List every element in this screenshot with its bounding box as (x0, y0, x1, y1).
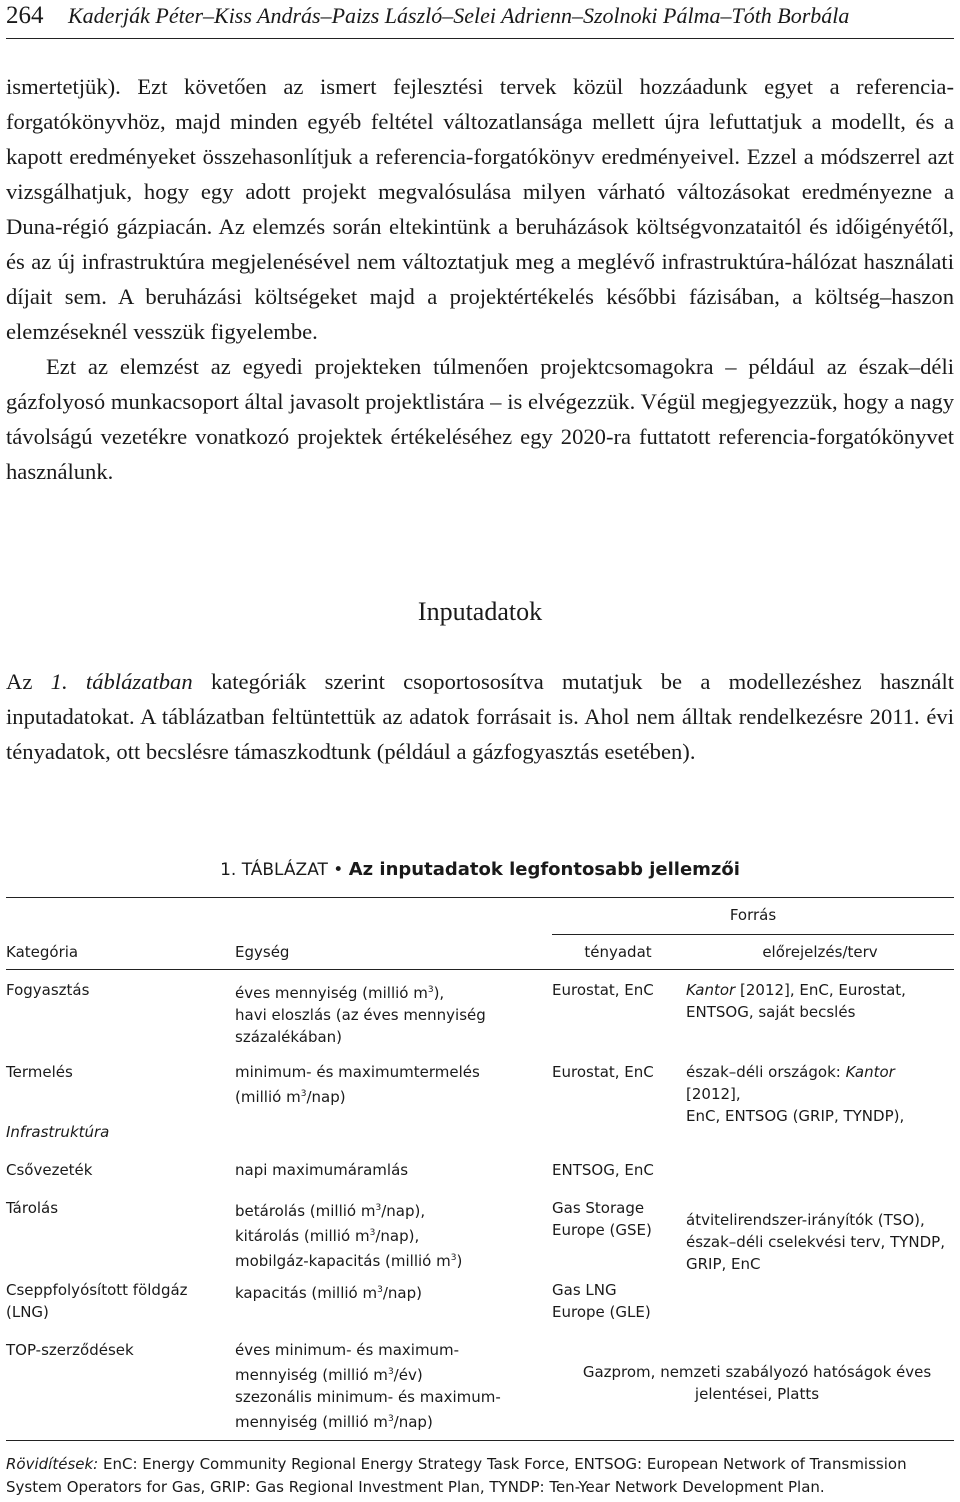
row-fogyasztas-terv: Kantor [2012], EnC, Eurostat, ENTSOG, saját becslés (686, 981, 906, 1021)
row-lng-kategoria: Cseppfolyósított földgáz (LNG) (6, 1281, 188, 1321)
row-fogyasztas-egyseg: éves mennyiség (millió $m^3$), havi eloszlás (az éves mennyiség százalékában) (235, 984, 486, 1046)
table-bottom-rule (6, 1440, 954, 1441)
row-lng-tenyadat: Gas LNG Europe (GLE) (552, 1281, 651, 1321)
row-tarolas-terv: átvitelirendszer-irányítók (TSO), észak–déli cselekvési terv, TYNDP, GRIP, EnC (686, 1211, 945, 1273)
row-tarolas-egyseg: betárolás (millió $m^3/nap$), kitárolás (millió $m^3/nap$), mobilgáz-kapacitás (millió $m^3$) (235, 1202, 463, 1270)
table-header-rule (6, 969, 954, 970)
paragraph-1: ismertetjük). Ezt követően az ismert fejlesztési tervek közül hozzáadunk egyet a referencia-forgatókönyvhöz, majd minden egyéb feltétel változatlansága mellett újra lefuttatjuk a modellt, és a kapott eredményeket összehasonlítjuk a referencia-forgatókönyv eredményeivel. Ezzel a módszerrel azt vizsgálhatjuk, hogy egy adott projekt megvalósulása milyen várható változásokat eredményezne a Duna-régió gázpiacán. Az elemzés során eltekintünk a beruházások költségvonzataitól és időigényétől, és az új infrastruktúra megjelenésével nem változtatjuk meg a meglévő infrastruktúra-hálózat használati díjait sem. A beruházási költségeket majd a projektértékelés későbbi fázisában, a költség–haszon elemzéseknél vesszük figyelembe. (6, 74, 954, 344)
table-caption: Az inputadatok legfontosabb jellemzői (348, 859, 740, 880)
row-fogyasztas-tenyadat: Eurostat, EnC (552, 981, 654, 999)
row-fogyasztas-kategoria: Fogyasztás (6, 981, 90, 999)
row-top-forras: Gazprom, nemzeti szabályozó hatóságok éves jelentései, Platts (582, 1363, 932, 1403)
footnote-label: Rövidítések: (6, 1455, 99, 1473)
table-title (0, 855, 960, 885)
body-text (6, 69, 954, 489)
row-top-kategoria: TOP-szerződések (6, 1341, 134, 1359)
row-csovezetek-kategoria: Csővezeték (6, 1161, 93, 1179)
header-forras: Forrás (729, 906, 777, 924)
row-top-egyseg: éves minimum- és maximum- mennyiség (millió $m^3/év$) szezonális minimum- és maximum- mennyiség (millió $m^3/nap$) (235, 1341, 501, 1431)
page-number: 264 (6, 2, 44, 29)
intro-prefix: Az (6, 669, 51, 694)
row-termeles-terv: észak–déli országok: Kantor [2012], EnC, ENTSOG (GRIP, TYNDP), (686, 1063, 905, 1125)
row-tarolas-kategoria: Tárolás (6, 1199, 59, 1217)
header-egyseg: Egység (235, 943, 290, 961)
row-csovezetek-tenyadat: ENTSOG, EnC (552, 1161, 654, 1179)
header-tenyadat: tényadat (584, 943, 652, 961)
section-title: Inputadatok (417, 597, 543, 626)
intro-text: kategóriák szerint csoportososítva mutatjuk be a modellezéshez használt inputadatokat. A táblázatban feltüntettük az adatok forrásait is. Ahol nem álltak rendelkezésre 2011. évi tényadatok, ott becslésre támaszkodtunk (például a gázfogyasztás esetében). (6, 669, 954, 764)
header-kategoria: Kategória (6, 943, 79, 961)
table-number: 1. TÁBLÁZAT • (220, 860, 349, 880)
paragraph-2: Ezt az elemzést az egyedi projekteken túlmenően projektcsomagokra – például az észak–déli gázfolyosó munkacsoport által javasolt projektlistára – is elvégezzük. Végül megjegyezzük, hogy a nagy távolságú vezetékre vonatkozó projektek értékeléséhez egy 2020-ra futtatott referencia-forgatókönyvet használunk. (6, 354, 954, 484)
row-termeles-tenyadat: Eurostat, EnC (552, 1063, 654, 1081)
forras-group-rule (552, 934, 954, 935)
table-reference-link: 1. táblázatban (50, 669, 193, 694)
row-termeles-kategoria: Termelés (6, 1063, 73, 1081)
intro-paragraph (6, 664, 954, 769)
row-lng-egyseg: kapacitás (millió $m^3/nap$) (235, 1284, 422, 1302)
table-footnote (6, 1453, 954, 1498)
footnote-text: EnC: Energy Community Regional Energy Strategy Task Force, ENTSOG: European Network of Transmission System Operators for Gas, GRIP: Gas Regional Investment Plan, TYNDP: Ten-Year Network Development Plan. (6, 1455, 907, 1496)
running-head-authors: Kaderják Péter–Kiss András–Paizs László–Selei Adrienn–Szolnoki Pálma–Tóth Borbála (68, 3, 850, 28)
row-termeles-egyseg: minimum- és maximumtermelés (millió $m^3/nap$) (235, 1063, 480, 1106)
row-csovezetek-egyseg: napi maximumáramlás (235, 1161, 409, 1179)
table-top-rule (6, 897, 954, 898)
row-infrastruktura-kategoria: Infrastruktúra (6, 1123, 110, 1141)
running-header (6, 0, 954, 39)
header-elorejelzes: előrejelzés/terv (762, 943, 878, 961)
row-tarolas-tenyadat: Gas Storage Europe (GSE) (552, 1199, 652, 1239)
